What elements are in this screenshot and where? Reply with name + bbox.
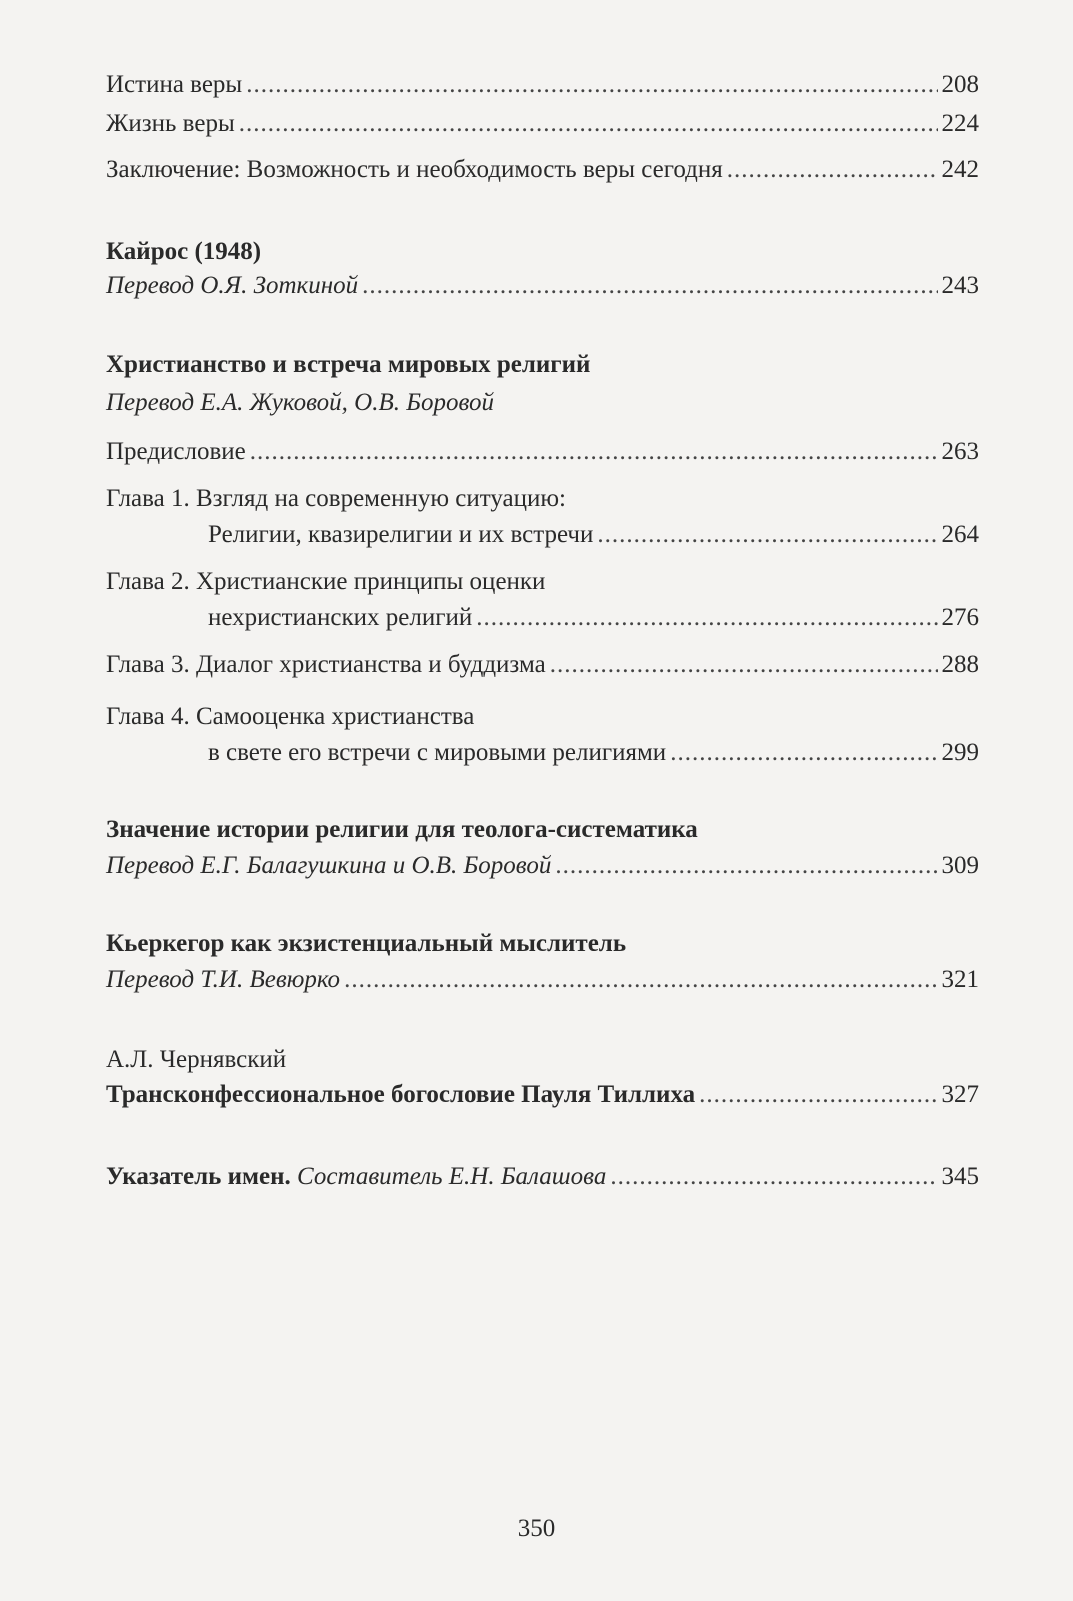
leader-dots (670, 738, 937, 768)
toc-entry (106, 650, 979, 680)
toc-entry (208, 603, 979, 633)
page-number: 350 (517, 1515, 556, 1542)
section-heading: Кьеркегор как экзистенциальный мыслитель (106, 930, 627, 957)
toc-entry (208, 520, 979, 550)
leader-dots (239, 109, 938, 139)
leader-dots (597, 520, 937, 550)
entry-page: 264 (941, 521, 979, 548)
index-title: Указатель имен. (106, 1163, 291, 1190)
leader-dots (344, 965, 937, 995)
leader-dots (550, 650, 938, 680)
leader-dots (610, 1162, 937, 1192)
section-heading: Христианство и встреча мировых религий (106, 351, 591, 378)
entry-title: Заключение: Возможность и необходимость веры сегодня (106, 156, 723, 183)
toc-entry (106, 437, 979, 467)
translator: Перевод Е.А. Жуковой, О.В. Боровой (106, 389, 494, 416)
entry-title: Истина веры (106, 71, 243, 98)
entry-title: Трансконфессиональное богословие Пауля Тиллиха (106, 1081, 696, 1108)
section-heading: Кайрос (1948) (106, 238, 262, 265)
entry-title: Предисловие (106, 438, 246, 465)
chapter-title: Глава 4. Самооценка христианства (106, 703, 475, 730)
entry-title: Религии, квазирелигии и их встречи (208, 521, 594, 548)
toc-entry (106, 965, 979, 995)
entry-page: 224 (941, 110, 979, 137)
toc-entry (208, 738, 979, 768)
index-compiler: Составитель Е.Н. Балашова (290, 1163, 607, 1190)
section-heading: Значение истории религии для теолога-систематика (106, 816, 698, 843)
entry-title: нехристианских религий (208, 604, 473, 631)
entry-page: 345 (941, 1163, 979, 1190)
leader-dots (727, 155, 938, 185)
leader-dots (555, 851, 937, 881)
entry-page: 288 (941, 651, 979, 678)
toc-entry (106, 155, 979, 185)
leader-dots (246, 70, 937, 100)
entry-page: 243 (941, 272, 979, 299)
entry-page: 321 (941, 966, 979, 993)
index-entry (106, 1162, 606, 1192)
entry-page: 299 (941, 739, 979, 766)
entry-page: 208 (941, 71, 979, 98)
entry-title: в свете его встречи с мировыми религиями (208, 739, 667, 766)
toc-entry (106, 109, 979, 139)
toc-entry (106, 70, 979, 100)
toc-entry (106, 1162, 979, 1192)
leader-dots (476, 603, 937, 633)
chapter-title: Глава 2. Христианские принципы оценки (106, 568, 546, 595)
translator: Перевод Т.И. Вевюрко (106, 966, 341, 993)
entry-title: Жизнь веры (106, 110, 235, 137)
translator: Перевод О.Я. Зоткиной (106, 272, 359, 299)
leader-dots (250, 437, 938, 467)
leader-dots (362, 271, 937, 301)
leader-dots (699, 1080, 937, 1110)
chapter-title: Глава 1. Взгляд на современную ситуацию: (106, 485, 566, 512)
author-name: А.Л. Чернявский (106, 1046, 287, 1073)
entry-page: 263 (941, 438, 979, 465)
entry-page: 327 (941, 1081, 979, 1108)
entry-page: 242 (941, 156, 979, 183)
toc-entry (106, 851, 979, 881)
toc-entry (106, 1080, 979, 1110)
entry-page: 276 (941, 604, 979, 631)
toc-entry (106, 271, 979, 301)
entry-title: Глава 3. Диалог христианства и буддизма (106, 651, 546, 678)
entry-page: 309 (941, 852, 979, 879)
translator: Перевод Е.Г. Балагушкина и О.В. Боровой (106, 852, 552, 879)
